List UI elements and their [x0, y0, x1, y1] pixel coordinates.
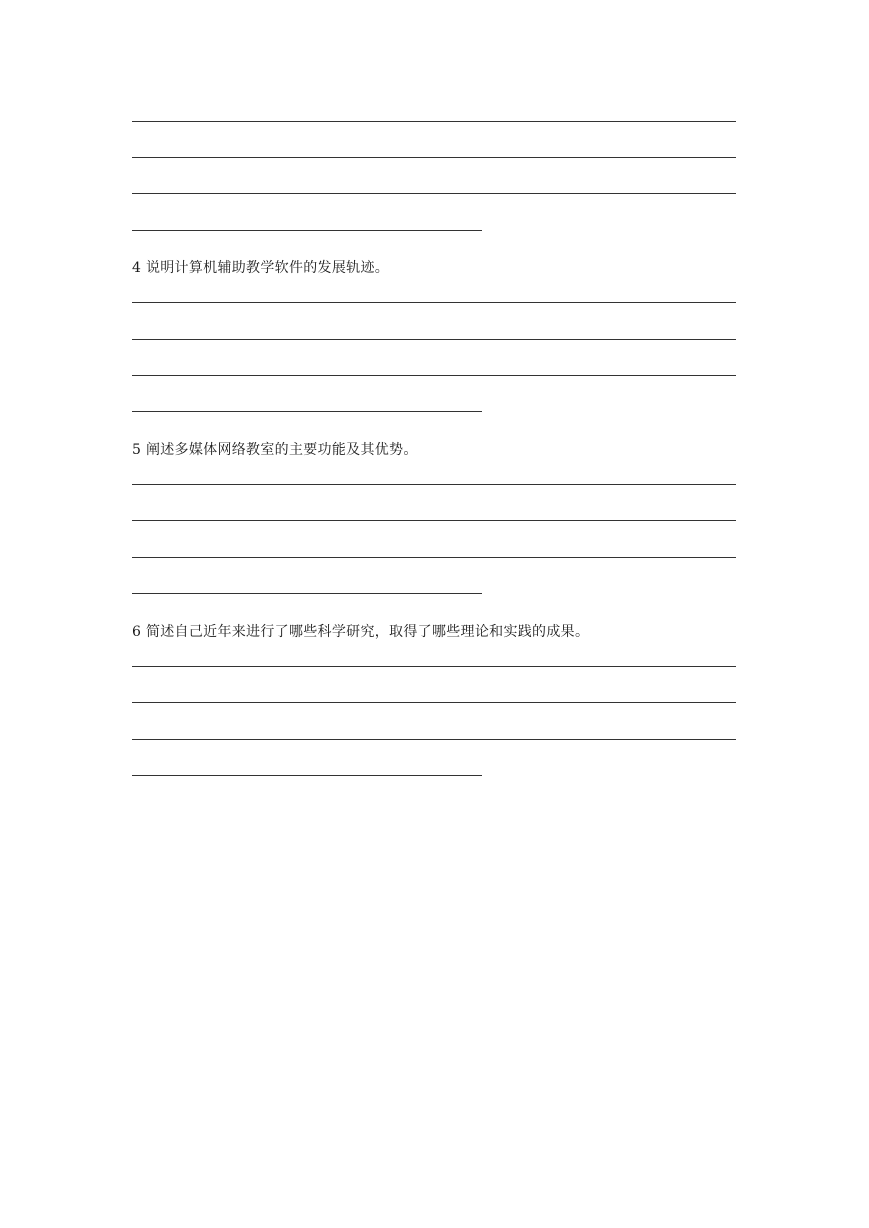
question-6: 6 简述自己近年来进行了哪些科学研究，取得了哪些理论和实践的成果。 — [132, 624, 590, 640]
answer-line — [132, 339, 736, 340]
answer-line — [132, 375, 736, 376]
answer-line — [132, 739, 736, 740]
answer-line — [132, 121, 736, 122]
answer-line — [132, 775, 482, 776]
question-4: 4 说明计算机辅助教学软件的发展轨迹。 — [132, 260, 390, 276]
answer-line — [132, 666, 736, 667]
question-5: 5 阐述多媒体网络教室的主要功能及其优势。 — [132, 442, 418, 458]
answer-line — [132, 411, 482, 412]
answer-line — [132, 593, 482, 594]
answer-line — [132, 230, 482, 231]
answer-line — [132, 484, 736, 485]
answer-line — [132, 302, 736, 303]
answer-line — [132, 157, 736, 158]
answer-line — [132, 520, 736, 521]
answer-line — [132, 557, 736, 558]
answer-line — [132, 702, 736, 703]
answer-line — [132, 193, 736, 194]
